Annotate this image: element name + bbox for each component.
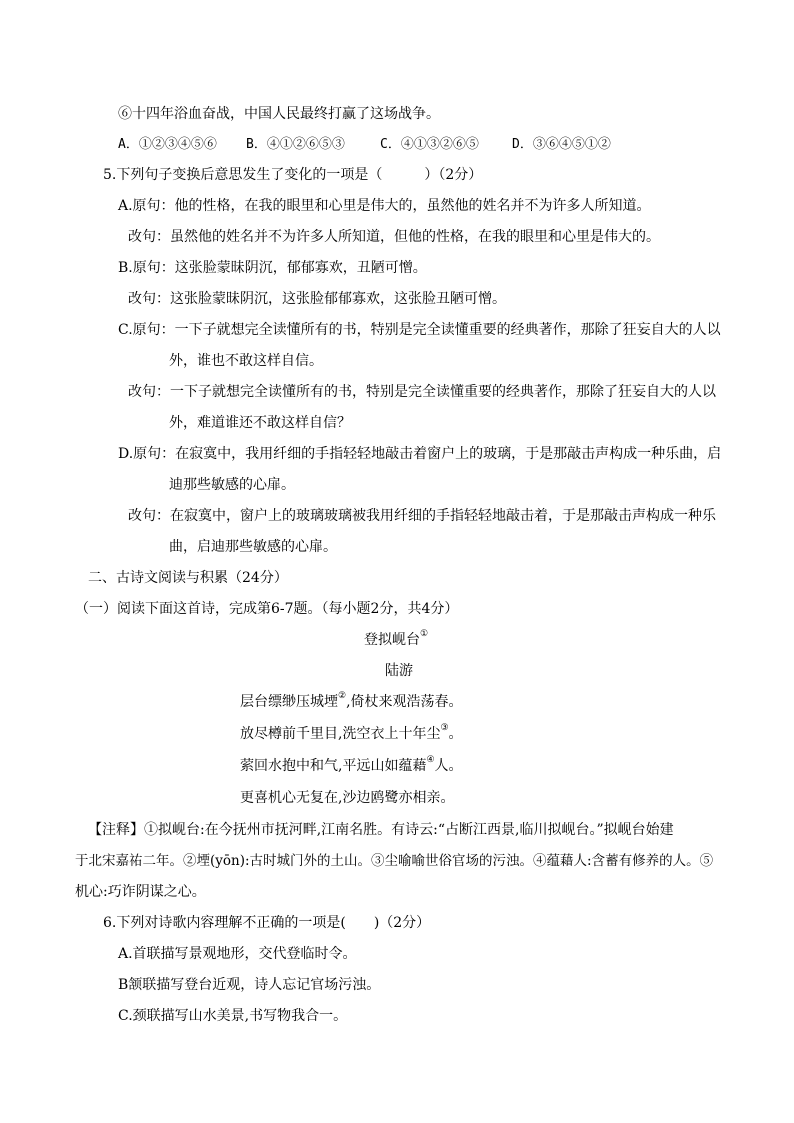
poem-title-note: ① [420,629,429,639]
poem-line-3-note: ④ [426,755,435,765]
poem-line-3-b: 人。 [434,758,463,774]
q5-d-original-2: 迪那些敏感的心扉。 [169,477,295,493]
q6-stem: 6.下列对诗歌内容理解不正确的一项是( )（2分） [103,915,431,931]
q5-d-modified-2: 曲，启迪那些敏感的心扉。 [169,539,337,555]
q5-a-original: A.原句：他的性格，在我的眼里和心里是伟大的，虽然他的姓名并不为许多人所知道。 [118,198,651,214]
q6-option-a: A.首联描写景观地形，交代登临时令。 [118,946,357,962]
q6-option-c: C.颈联描写山水美景,书写物我合一。 [118,1008,348,1024]
q4-option-b: B．④①②⑥⑤③ [246,137,345,152]
q4-option-c: C．④①③②⑥⑤ [380,137,479,152]
q4-item-6: ⑥十四年浴血奋战，中国人民最终打赢了这场战争。 [118,106,440,122]
q4-option-a: A．①②③④⑤⑥ [118,137,217,152]
poem-line-3 [240,755,463,774]
poem-line-2-note: ③ [440,723,449,733]
q5-a-modified: 改句：虽然他的姓名并不为许多人所知道，但他的性格，在我的眼里和心里是伟大的。 [128,229,660,245]
q5-c-modified-2: 外，难道谁还不敢这样自信？ [169,415,351,431]
section-heading: 二、古诗文阅读与积累（24分） [88,570,288,586]
poem-line-1-b: ,倚杖来观浩荡春。 [346,694,463,710]
q5-c-original-1: C.原句：一下子就想完全读懂所有的书，特别是完全读懂重要的经典著作，那除了狂妄自大的人以 [118,322,721,338]
q6-option-b: B颔联描写登台近观，诗人忘记官场污浊。 [118,977,381,993]
poem-line-2-b: 。 [448,726,463,742]
q5-b-original: B.原句：这张脸蒙昧阴沉，郁郁寡欢，丑陋可憎。 [118,260,427,276]
q5-d-modified-1: 改句：在寂寞中，窗户上的玻璃玻璃被我用纤细的手指轻轻地敲击着，于是那敲击声构成一种乐 [128,508,716,524]
poem-line-3-a: 萦回水抱中和气,平远山如蕴藉 [240,758,427,774]
poem-line-1-note: ② [338,691,347,701]
subsection-heading: （一）阅读下面这首诗，完成第6-7题。（每小题2分，共4分） [75,601,459,617]
q5-c-original-2: 外，谁也不敢这样自信。 [169,353,323,369]
poem-line-1-a: 层台缥缈压城堙 [240,694,338,710]
q5-stem: 5.下列句子变换后意思发生了变化的一项是（ ）（2分） [103,167,483,183]
poem-line-4: 更喜机心无复在,沙边鸥鹭亦相亲。 [240,790,455,806]
poem-title-text: 登拟岘台 [364,632,420,648]
poem-line-1 [240,691,463,710]
q4-option-d: D．③⑥④⑤①② [512,137,611,152]
q5-b-modified: 改句：这张脸蒙昧阴沉，这张脸郁郁寡欢，这张脸丑陋可憎。 [128,291,506,307]
poem-line-2 [240,723,463,742]
poem-title [364,629,429,648]
q5-d-original-1: D.原句：在寂寞中，我用纤细的手指轻轻地敲击着窗户上的玻璃，于是那敲击声构成一种乐曲，启 [118,446,722,462]
poem-author: 陆游 [385,663,413,679]
notes-line-3: 机心:巧诈阴谋之心。 [75,884,206,900]
poem-line-2-a: 放尽樽前千里目,洗空衣上十年尘 [240,726,441,742]
notes-line-1: 【注释】①拟岘台:在今抚州市抚河畔,江南名胜。有诗云:“占断江西景,临川拟岘台。”拟岘台始建 [88,822,674,838]
q5-c-modified-1: 改句：一下子就想完全读懂所有的书，特别是完全读懂重要的经典著作，那除了狂妄自大的人以 [128,384,716,400]
notes-line-2: 于北宋嘉祐二年。②堙(yōn):古时城门外的土山。③尘喻喻世俗官场的污浊。④蕴藉人:含蓄有修养的人。⑤ [75,853,714,869]
